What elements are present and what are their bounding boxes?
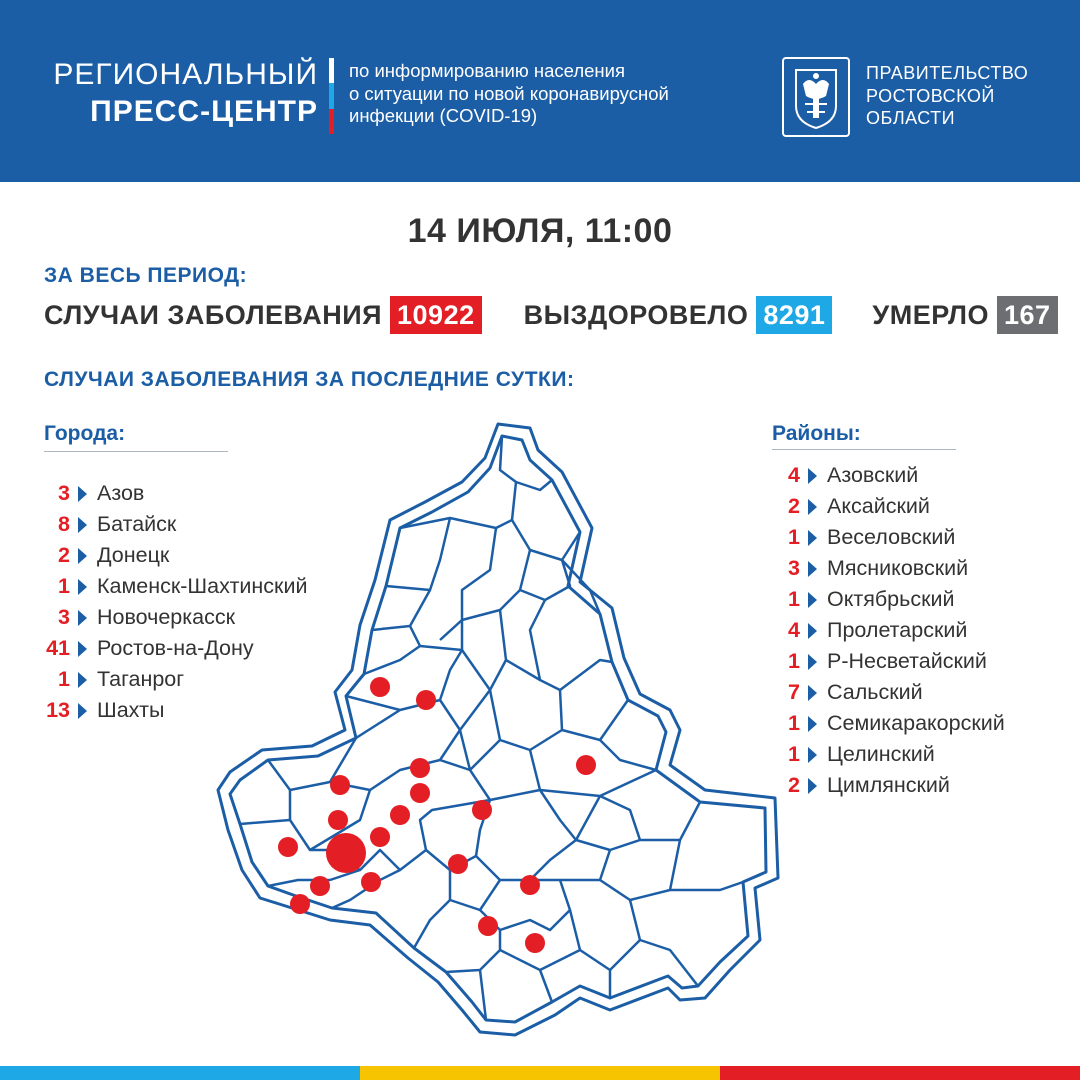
brand-title-line2: ПРЕСС-ЦЕНТР [90, 95, 318, 128]
recovered-label: ВЫЗДОРОВЕЛО [523, 300, 749, 330]
triangle-bullet-icon [808, 747, 817, 763]
cases-total [44, 296, 482, 334]
districts-list-item [770, 522, 1005, 553]
districts-list-item [770, 646, 1005, 677]
triangle-bullet-icon [78, 548, 87, 564]
recovered-total [524, 296, 833, 334]
place-name: Каменск-Шахтинский [97, 574, 308, 598]
bottom-color-bar [0, 1066, 1080, 1080]
case-count: 1 [788, 649, 800, 673]
districts-list-item [770, 770, 1005, 801]
case-marker [330, 775, 350, 795]
place-name: Семикаракорский [827, 711, 1005, 735]
recovered-badge: 8291 [756, 296, 832, 334]
place-name: Цимлянский [827, 773, 950, 797]
triangle-bullet-icon [808, 499, 817, 515]
russian-flag-stripe [329, 58, 334, 134]
died-badge: 167 [997, 296, 1058, 334]
report-date: 14 ИЮЛЯ, 11:00 [407, 212, 673, 250]
districts-list-item [770, 615, 1005, 646]
gov-line: РОСТОВСКОЙ [866, 85, 995, 106]
triangle-bullet-icon [808, 778, 817, 794]
case-marker [416, 690, 436, 710]
brand-title-line1: РЕГИОНАЛЬНЫЙ [53, 58, 318, 91]
triangle-bullet-icon [808, 592, 817, 608]
case-marker [472, 800, 492, 820]
cases-label: СЛУЧАИ ЗАБОЛЕВАНИЯ [44, 300, 383, 330]
case-marker [361, 872, 381, 892]
bar-yellow [360, 1066, 720, 1080]
districts-list-item [770, 584, 1005, 615]
case-marker [370, 827, 390, 847]
gov-line: ПРАВИТЕЛЬСТВО [866, 63, 1029, 83]
triangle-bullet-icon [808, 716, 817, 732]
totals-row [44, 296, 1058, 334]
died-total [872, 296, 1057, 334]
districts-list [770, 460, 1005, 801]
triangle-bullet-icon [78, 579, 87, 595]
case-marker [278, 837, 298, 857]
government-title [866, 62, 1028, 130]
case-count: 1 [58, 574, 70, 598]
case-count: 2 [788, 494, 800, 518]
info-line: о ситуации по новой коронавирусной [349, 82, 669, 104]
cities-title: Города: [44, 422, 126, 445]
districts-list-item [770, 677, 1005, 708]
place-name: Р-Несветайский [827, 649, 987, 673]
case-marker [310, 876, 330, 896]
place-name: Шахты [97, 698, 165, 722]
case-count: 2 [58, 543, 70, 567]
rostov-region-map [200, 410, 800, 1050]
header-banner [0, 0, 1080, 182]
triangle-bullet-icon [78, 641, 87, 657]
case-marker [410, 758, 430, 778]
triangle-bullet-icon [808, 561, 817, 577]
case-count: 3 [58, 481, 70, 505]
place-name: Ростов-на-Дону [97, 636, 254, 660]
place-name: Батайск [97, 512, 177, 536]
triangle-bullet-icon [808, 685, 817, 701]
case-count: 3 [788, 556, 800, 580]
case-marker [525, 933, 545, 953]
case-marker [520, 875, 540, 895]
info-line: по информированию населения [349, 60, 625, 81]
last-day-label: СЛУЧАИ ЗАБОЛЕВАНИЯ ЗА ПОСЛЕДНИЕ СУТКИ: [44, 368, 575, 391]
triangle-bullet-icon [78, 703, 87, 719]
triangle-bullet-icon [808, 468, 817, 484]
case-marker [290, 894, 310, 914]
case-count: 8 [58, 512, 70, 536]
place-name: Аксайский [827, 494, 930, 518]
case-count: 7 [788, 680, 800, 704]
info-line: инфекции (COVID-19) [349, 105, 538, 126]
place-name: Целинский [827, 742, 935, 766]
case-count: 41 [46, 636, 70, 660]
triangle-bullet-icon [78, 610, 87, 626]
triangle-bullet-icon [78, 517, 87, 533]
case-marker [448, 854, 468, 874]
place-name: Пролетарский [827, 618, 968, 642]
case-marker [410, 783, 430, 803]
triangle-bullet-icon [808, 654, 817, 670]
case-marker [478, 916, 498, 936]
rostov-coat-of-arms-icon [781, 56, 851, 138]
case-count: 4 [788, 618, 800, 642]
triangle-bullet-icon [808, 530, 817, 546]
cases-badge: 10922 [390, 296, 482, 334]
case-count: 1 [788, 711, 800, 735]
place-name: Азов [97, 481, 145, 505]
case-count: 4 [788, 463, 800, 487]
districts-title: Районы: [772, 422, 861, 445]
case-marker [328, 810, 348, 830]
districts-list-item [770, 460, 1005, 491]
case-count: 1 [788, 525, 800, 549]
gov-line: ОБЛАСТИ [866, 108, 956, 128]
districts-list-item [770, 739, 1005, 770]
place-name: Таганрог [97, 667, 185, 691]
case-count: 3 [58, 605, 70, 629]
triangle-bullet-icon [78, 486, 87, 502]
place-name: Донецк [97, 543, 170, 567]
triangle-bullet-icon [808, 623, 817, 639]
rostov-case-marker [326, 833, 366, 873]
place-name: Новочеркасск [97, 605, 236, 629]
triangle-bullet-icon [78, 672, 87, 688]
case-marker [370, 677, 390, 697]
place-name: Октябрьский [827, 587, 955, 611]
period-label: ЗА ВЕСЬ ПЕРИОД: [44, 264, 248, 287]
case-count: 1 [788, 587, 800, 611]
districts-list-item [770, 553, 1005, 584]
bar-red [720, 1066, 1080, 1080]
case-count: 1 [58, 667, 70, 691]
died-label: УМЕРЛО [872, 300, 989, 330]
districts-list-item [770, 491, 1005, 522]
place-name: Мясниковский [827, 556, 969, 580]
case-marker [576, 755, 596, 775]
header-info-text [349, 60, 669, 128]
case-count: 2 [788, 773, 800, 797]
districts-list-item [770, 708, 1005, 739]
place-name: Веселовский [827, 525, 956, 549]
case-count: 13 [46, 698, 70, 722]
place-name: Азовский [827, 463, 919, 487]
bar-cyan [0, 1066, 360, 1080]
place-name: Сальский [827, 680, 923, 704]
case-count: 1 [788, 742, 800, 766]
case-marker [390, 805, 410, 825]
